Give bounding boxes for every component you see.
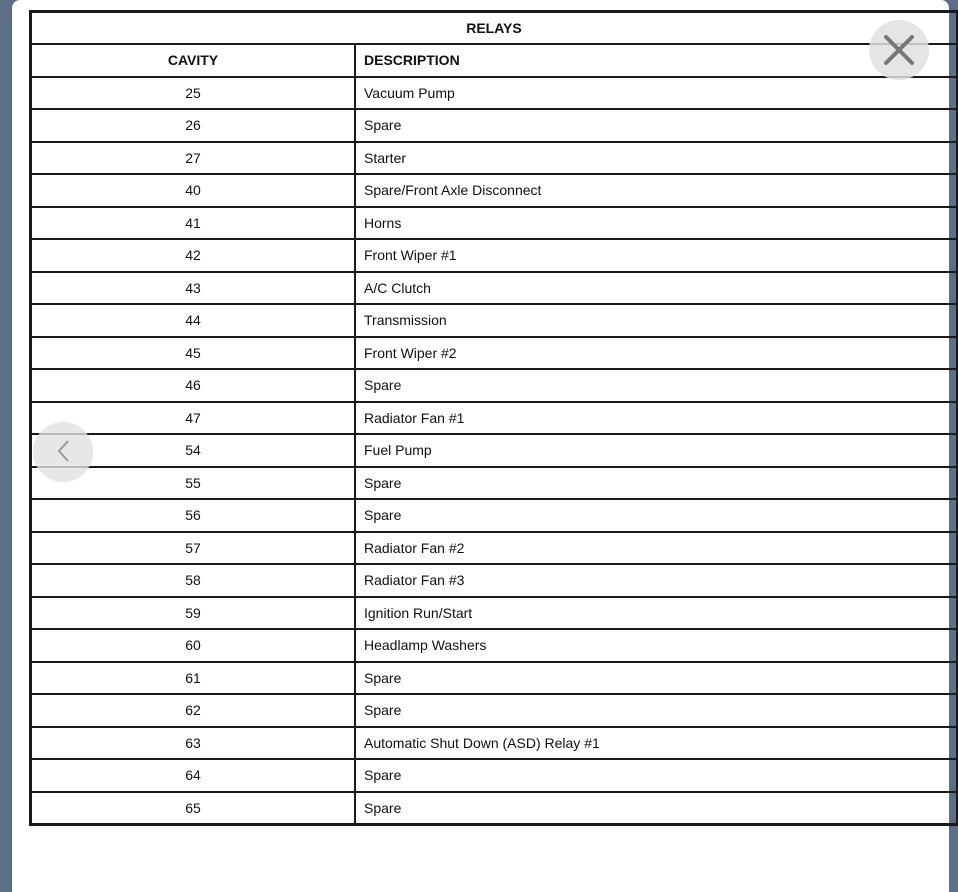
description-cell: Front Wiper #1 — [355, 239, 958, 272]
table-row — [31, 304, 958, 337]
cavity-cell: 42 — [31, 239, 356, 272]
table-row — [31, 727, 958, 760]
description-cell: A/C Clutch — [355, 272, 958, 305]
cavity-cell: 55 — [31, 467, 356, 500]
cavity-cell: 27 — [31, 142, 356, 175]
description-cell: Spare — [355, 467, 958, 500]
table-row — [31, 402, 958, 435]
table-row — [31, 597, 958, 630]
description-cell: Front Wiper #2 — [355, 337, 958, 370]
table-row — [31, 369, 958, 402]
description-cell: Spare — [355, 662, 958, 695]
cavity-cell: 45 — [31, 337, 356, 370]
description-cell: Spare — [355, 499, 958, 532]
table-row — [31, 239, 958, 272]
description-cell: Spare — [355, 759, 958, 792]
table-row — [31, 434, 958, 467]
cavity-cell: 63 — [31, 727, 356, 760]
description-cell: Headlamp Washers — [355, 629, 958, 662]
description-cell: Radiator Fan #2 — [355, 532, 958, 565]
chevron-left-icon — [33, 422, 93, 482]
cavity-cell: 61 — [31, 662, 356, 695]
table-row — [31, 759, 958, 792]
previous-button[interactable] — [33, 422, 93, 482]
description-cell: Spare — [355, 369, 958, 402]
table-row — [31, 174, 958, 207]
table-row — [31, 694, 958, 727]
column-header-cavity: CAVITY — [31, 44, 356, 77]
description-cell: Automatic Shut Down (ASD) Relay #1 — [355, 727, 958, 760]
table-row — [31, 337, 958, 370]
close-icon — [869, 20, 929, 80]
table-row — [31, 629, 958, 662]
lightbox-panel — [12, 0, 949, 892]
cavity-cell: 62 — [31, 694, 356, 727]
cavity-cell: 46 — [31, 369, 356, 402]
description-cell: Ignition Run/Start — [355, 597, 958, 630]
description-cell: Spare/Front Axle Disconnect — [355, 174, 958, 207]
cavity-cell: 59 — [31, 597, 356, 630]
close-button[interactable] — [869, 20, 929, 80]
description-cell: Radiator Fan #3 — [355, 564, 958, 597]
table-row — [31, 792, 958, 825]
cavity-cell: 44 — [31, 304, 356, 337]
cavity-cell: 43 — [31, 272, 356, 305]
cavity-cell: 47 — [31, 402, 356, 435]
description-cell: Vacuum Pump — [355, 77, 958, 110]
table-row — [31, 142, 958, 175]
table-row — [31, 532, 958, 565]
cavity-cell: 60 — [31, 629, 356, 662]
description-cell: Spare — [355, 694, 958, 727]
description-cell: Spare — [355, 109, 958, 142]
cavity-cell: 56 — [31, 499, 356, 532]
cavity-cell: 64 — [31, 759, 356, 792]
description-cell: Spare — [355, 792, 958, 825]
cavity-cell: 25 — [31, 77, 356, 110]
table-row — [31, 109, 958, 142]
cavity-cell: 40 — [31, 174, 356, 207]
description-cell: Starter — [355, 142, 958, 175]
description-cell: Transmission — [355, 304, 958, 337]
cavity-cell: 58 — [31, 564, 356, 597]
table-row — [31, 207, 958, 240]
table-row — [31, 77, 958, 110]
cavity-cell: 57 — [31, 532, 356, 565]
relays-table — [29, 10, 958, 826]
description-cell: Radiator Fan #1 — [355, 402, 958, 435]
description-cell: Fuel Pump — [355, 434, 958, 467]
cavity-cell: 54 — [31, 434, 356, 467]
table-row — [31, 499, 958, 532]
cavity-cell: 41 — [31, 207, 356, 240]
table-row — [31, 662, 958, 695]
cavity-cell: 26 — [31, 109, 356, 142]
column-header-description: DESCRIPTION — [355, 44, 958, 77]
description-cell: Horns — [355, 207, 958, 240]
cavity-cell: 65 — [31, 792, 356, 825]
table-title: RELAYS — [31, 12, 958, 45]
table-row — [31, 467, 958, 500]
table-row — [31, 272, 958, 305]
table-row — [31, 564, 958, 597]
